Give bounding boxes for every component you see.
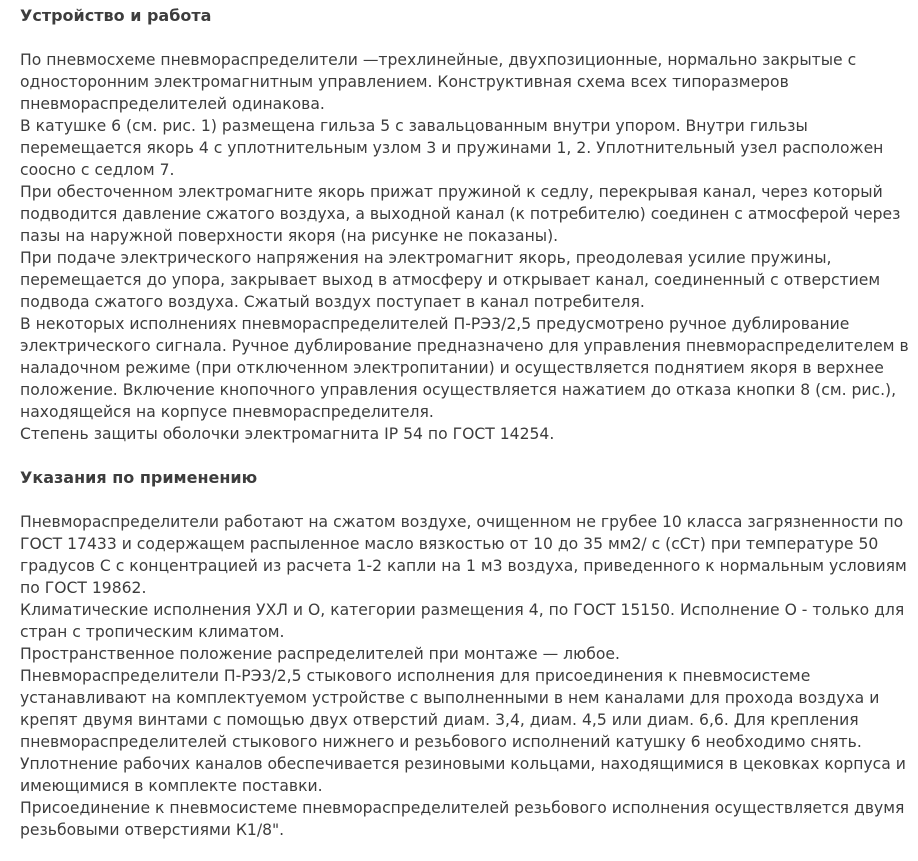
paragraph: Степень защиты оболочки электромагнита IP 54 по ГОСТ 14254. bbox=[20, 425, 555, 443]
paragraph: В катушке 6 (см. рис. 1) размещена гильза 5 с завальцованным внутри упором. Внутри гильзы перемещается якорь 4 с уплотнительным узлом 3 и пружинами 1, 2. Уплотнительный узел расположен соосно с седлом 7. bbox=[20, 117, 884, 179]
section-paragraphs bbox=[20, 49, 914, 445]
paragraph: По пневмосхеме пневмораспределители —трехлинейные, двухпозиционные, нормально закрытые с односторонним электромагнитным управлением. Конструктивная схема всех типоразмеров пневмораспределителей одинакова. bbox=[20, 51, 857, 113]
section-device-operation bbox=[20, 5, 914, 445]
paragraph: Климатические исполнения УХЛ и О, категории размещения 4, по ГОСТ 15150. Исполнение О - только для стран с тропическим климатом. bbox=[20, 601, 905, 641]
section-heading-device-operation: Устройство и работа bbox=[20, 6, 212, 25]
paragraph: Пневмораспределители работают на сжатом воздухе, очищенном не грубее 10 класса загрязненности по ГОСТ 17433 и содержащем распыленное масло вязкостью от 10 до 35 мм2/ с (сСт) при температуре 50 градусов С с концентрацией из расчета 1-2 капли на 1 м3 воздуха, приведенного к нормальным условиям по ГОСТ 19862. bbox=[20, 513, 907, 597]
article-body bbox=[20, 5, 914, 841]
paragraph: Уплотнение рабочих каналов обеспечивается резиновыми кольцами, находящимися в цековках корпуса и имеющимися в комплекте поставки. bbox=[20, 755, 906, 795]
paragraph: Присоединение к пневмосистеме пневмораспределителей резьбового исполнения осуществляется двумя резьбовыми отверстиями К1/8". bbox=[20, 799, 905, 839]
paragraph: В некоторых исполнениях пневмораспределителей П-РЭ3/2,5 предусмотрено ручное дублирование электрического сигнала. Ручное дублирование предназначено для управления пневмораспределителем в наладочном режиме (при отключенном электропитании) и осуществляется поднятием якоря в верхнее положение. Включение кнопочного управления осуществляется нажатием до отказа кнопки 8 (см. рис.), находящейся на корпусе пневмораспределителя. bbox=[20, 315, 909, 421]
section-heading-usage-guidelines: Указания по применению bbox=[20, 468, 258, 487]
section-usage-guidelines bbox=[20, 467, 914, 841]
paragraph: При подаче электрического напряжения на электромагнит якорь, преодолевая усилие пружины, перемещается до упора, закрывает выход в атмосферу и открывает канал, соединенный с отверстием подвода сжатого воздуха. Сжатый воздух поступает в канал потребителя. bbox=[20, 249, 881, 311]
paragraph: При обесточенном электромагните якорь прижат пружиной к седлу, перекрывая канал, через который подводится давление сжатого воздуха, а выходной канал (к потребителю) соединен с атмосферой через пазы на наружной поверхности якоря (на рисунке не показаны). bbox=[20, 183, 901, 245]
paragraph: Пространственное положение распределителей при монтаже — любое. bbox=[20, 645, 620, 663]
section-paragraphs bbox=[20, 511, 914, 841]
paragraph: Пневмораспределители П-РЭ3/2,5 стыкового исполнения для присоединения к пневмосистеме устанавливают на комплектуемом устройстве с выполненными в нем каналами для прохода воздуха и крепят двумя винтами с помощью двух отверстий диам. 3,4, диам. 4,5 или диам. 6,6. Для крепления пневмораспределителей стыкового нижнего и резьбового исполнений катушку 6 необходимо снять. bbox=[20, 667, 880, 751]
